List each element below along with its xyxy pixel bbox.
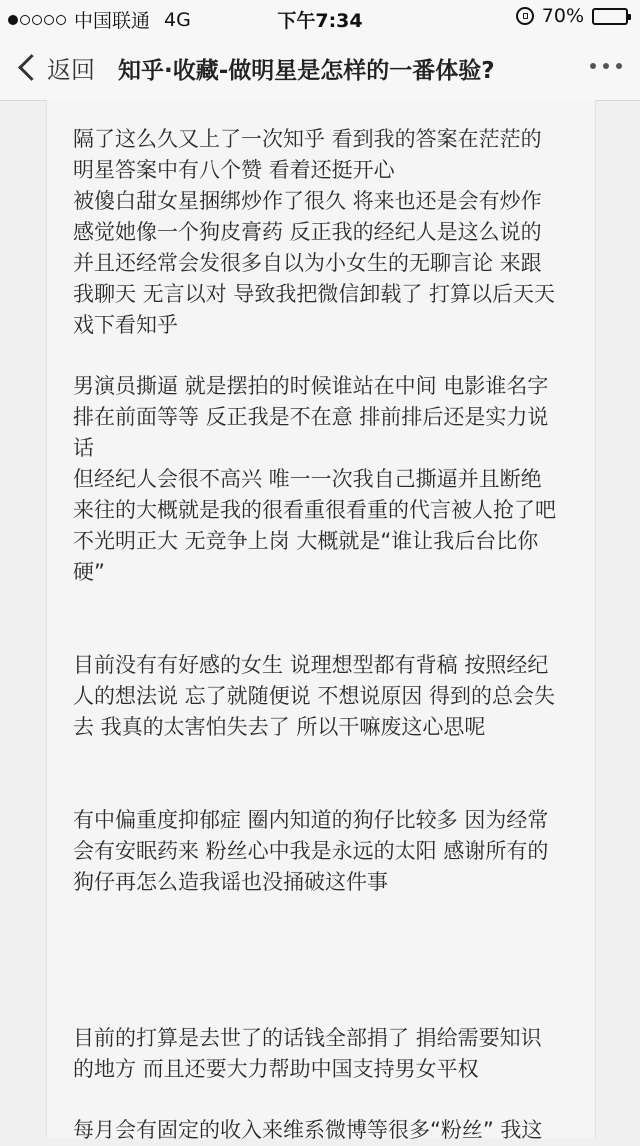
article-line: 并且还经常会发很多自以为小女生的无聊言论 来跟 — [73, 251, 542, 275]
network-type: 4G — [164, 8, 191, 31]
article-line: 感觉她像一个狗皮膏药 反正我的经纪人是这么说的 — [73, 220, 542, 244]
article-line: 话 — [73, 436, 94, 460]
article-line: 的地方 而且还要大力帮助中国支持男女平权 — [73, 1057, 479, 1081]
more-dot-icon — [616, 63, 622, 69]
more-options-button[interactable] — [583, 63, 622, 69]
article-body — [73, 124, 573, 1146]
battery-percent: 70% — [541, 5, 584, 27]
carrier-name: 中国联通 — [74, 10, 151, 32]
article-line: 硬” — [73, 560, 105, 584]
chevron-left-icon — [18, 54, 45, 81]
article-line: 男演员撕逼 就是摆拍的时候谁站在中间 电影谁名字 — [73, 374, 549, 398]
article-line: 目前没有有好感的女生 说理想型都有背稿 按照经纪 — [73, 653, 549, 677]
article-line: 会有安眠药来 粉丝心中我是永远的太阳 感谢所有的 — [73, 839, 549, 863]
article-line: 戏下看知乎 — [73, 313, 178, 337]
back-button[interactable] — [14, 50, 95, 84]
article-line: 每月会有固定的收入来维系微博等很多“粉丝” 我这 — [73, 1118, 543, 1142]
back-button-label: 返回 — [47, 55, 95, 84]
more-dot-icon — [590, 63, 596, 69]
article-line: 来往的大概就是我的很看重很看重的代言被人抢了吧 — [73, 498, 556, 522]
article-line: 狗仔再怎么造我谣也没捅破这件事 — [73, 870, 388, 894]
battery-icon — [592, 8, 628, 25]
article-line: 隔了这么久又上了一次知乎 看到我的答案在茫茫的 — [73, 127, 542, 151]
article-line: 明星答案中有八个赞 看着还挺开心 — [73, 158, 395, 182]
article-paragraph — [73, 650, 573, 743]
status-right — [516, 5, 628, 27]
content-panel[interactable] — [46, 100, 596, 1142]
rotation-lock-icon — [516, 7, 534, 25]
article-paragraph — [73, 1023, 573, 1085]
article-line: 被傻白甜女星捆绑炒作了很久 将来也还是会有炒作 — [73, 189, 542, 213]
article-line: 但经纪人会很不高兴 唯一一次我自己撕逼并且断绝 — [73, 467, 542, 491]
status-bar — [0, 0, 640, 34]
article-paragraph — [73, 124, 573, 341]
article-paragraph — [73, 805, 573, 898]
article-line: 我聊天 无言以对 导致我把微信卸载了 打算以后天天 — [73, 282, 556, 306]
article-line: 不光明正大 无竞争上岗 大概就是“谁让我后台比你 — [73, 529, 539, 553]
more-dot-icon — [603, 63, 609, 69]
page-title: 知乎·收藏-做明星是怎样的一番体验? — [118, 58, 495, 84]
article-paragraph — [73, 371, 573, 588]
navigation-bar — [0, 34, 640, 101]
article-line: 目前的打算是去世了的话钱全部捐了 捐给需要知识 — [73, 1026, 542, 1050]
article-line: 排在前面等等 反正我是不在意 排前排后还是实力说 — [73, 405, 549, 429]
article-line: 人的想法说 忘了就随便说 不想说原因 得到的总会失 — [73, 684, 556, 708]
article-line: 有中偏重度抑郁症 圈内知道的狗仔比较多 因为经常 — [73, 808, 549, 832]
status-time: 下午7:34 — [277, 10, 363, 32]
article-paragraph — [73, 1115, 573, 1146]
article-line: 去 我真的太害怕失去了 所以干嘛废这心思呢 — [73, 715, 486, 739]
